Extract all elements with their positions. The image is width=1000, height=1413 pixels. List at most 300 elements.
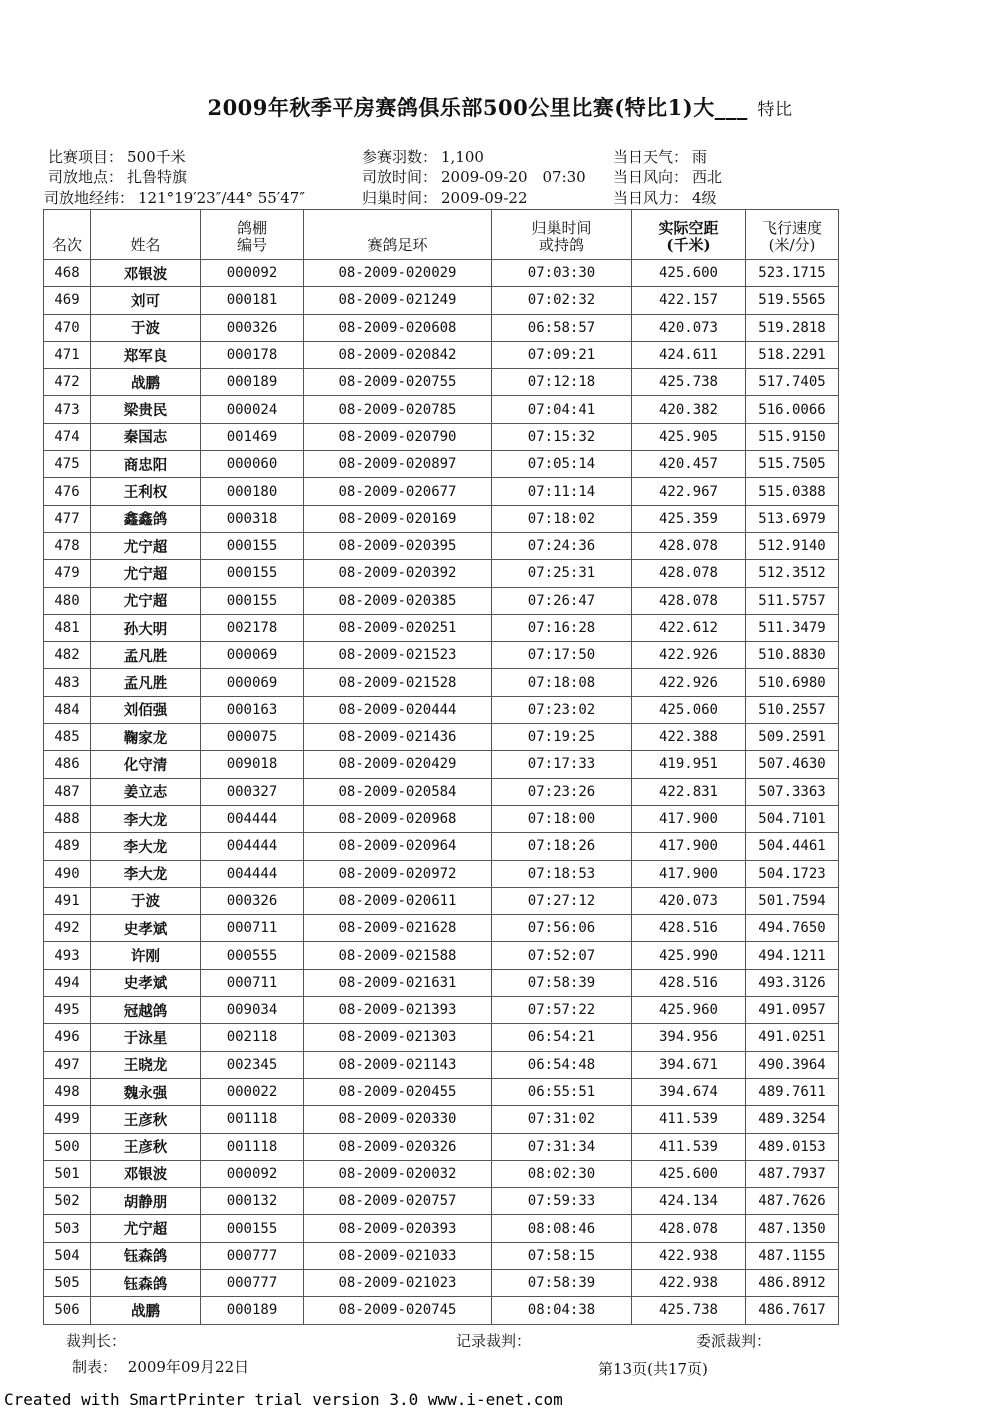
cell-speed: 489.7611	[746, 1078, 839, 1105]
table-row	[44, 423, 839, 450]
cell-ring: 08-2009-020785	[304, 396, 492, 423]
table-row	[44, 1269, 839, 1296]
table-row	[44, 969, 839, 996]
cell-distance: 394.956	[632, 1024, 746, 1051]
cell-rank: 494	[44, 969, 91, 996]
cell-ring: 08-2009-020251	[304, 614, 492, 641]
cell-rank: 500	[44, 1133, 91, 1160]
cell-speed: 487.7937	[746, 1160, 839, 1187]
cell-time: 07:09:21	[492, 341, 632, 368]
info-value: 121°19′23″/44° 55′47″	[138, 189, 305, 207]
cell-ring: 08-2009-020611	[304, 887, 492, 914]
cell-name: 王彦秋	[91, 1106, 201, 1133]
cell-distance: 420.073	[632, 887, 746, 914]
cell-distance: 417.900	[632, 805, 746, 832]
cell-name: 刘佰强	[91, 696, 201, 723]
cell-ring: 08-2009-020392	[304, 560, 492, 587]
cell-name: 孟凡胜	[91, 642, 201, 669]
cell-distance: 394.671	[632, 1051, 746, 1078]
cell-loft: 004444	[201, 833, 304, 860]
cell-speed: 487.1155	[746, 1242, 839, 1269]
info-release-time	[362, 166, 586, 187]
cell-time: 07:18:08	[492, 669, 632, 696]
table-row	[44, 505, 839, 532]
cell-rank: 492	[44, 915, 91, 942]
cell-distance: 417.900	[632, 833, 746, 860]
cell-ring: 08-2009-020455	[304, 1078, 492, 1105]
cell-loft: 000189	[201, 369, 304, 396]
cell-name: 鑫鑫鸽	[91, 505, 201, 532]
table-row	[44, 1024, 839, 1051]
table-row	[44, 1160, 839, 1187]
cell-rank: 491	[44, 887, 91, 914]
cell-rank: 483	[44, 669, 91, 696]
cell-distance: 422.967	[632, 478, 746, 505]
table-row	[44, 669, 839, 696]
cell-name: 邓银波	[91, 1160, 201, 1187]
cell-time: 06:58:57	[492, 314, 632, 341]
cell-ring: 08-2009-020677	[304, 478, 492, 505]
cell-speed: 504.1723	[746, 860, 839, 887]
cell-distance: 411.539	[632, 1133, 746, 1160]
cell-time: 07:04:41	[492, 396, 632, 423]
cell-distance: 420.457	[632, 451, 746, 478]
info-label: 当日风力：	[613, 189, 689, 207]
cell-time: 08:08:46	[492, 1215, 632, 1242]
cell-rank: 485	[44, 724, 91, 751]
table-row	[44, 887, 839, 914]
cell-loft: 000711	[201, 969, 304, 996]
info-value: 雨	[692, 148, 708, 166]
cell-speed: 491.0957	[746, 997, 839, 1024]
cell-speed: 510.8830	[746, 642, 839, 669]
cell-time: 07:25:31	[492, 560, 632, 587]
cell-speed: 512.9140	[746, 532, 839, 559]
cell-name: 郑军良	[91, 341, 201, 368]
table-row	[44, 1215, 839, 1242]
cell-name: 冠越鸽	[91, 997, 201, 1024]
cell-distance: 428.078	[632, 587, 746, 614]
cell-distance: 428.078	[632, 532, 746, 559]
info-wind-direction	[613, 166, 722, 187]
table-row	[44, 751, 839, 778]
cell-loft: 000024	[201, 396, 304, 423]
cell-loft: 000189	[201, 1297, 304, 1324]
table-row	[44, 1106, 839, 1133]
cell-speed: 510.6980	[746, 669, 839, 696]
cell-name: 钰森鸽	[91, 1269, 201, 1296]
cell-ring: 08-2009-020393	[304, 1215, 492, 1242]
table-row	[44, 778, 839, 805]
cell-name: 鞠家龙	[91, 724, 201, 751]
cell-distance: 422.938	[632, 1269, 746, 1296]
table-row	[44, 1133, 839, 1160]
footer-made-label: 制表：	[72, 1358, 118, 1376]
info-label: 当日风向：	[613, 168, 689, 186]
cell-speed: 494.7650	[746, 915, 839, 942]
cell-rank: 506	[44, 1297, 91, 1324]
cell-distance: 428.516	[632, 969, 746, 996]
info-location	[48, 166, 187, 187]
cell-ring: 08-2009-021523	[304, 642, 492, 669]
info-label: 司放地点：	[48, 168, 124, 186]
cell-loft: 000155	[201, 560, 304, 587]
cell-rank: 482	[44, 642, 91, 669]
info-label: 当日天气：	[613, 148, 689, 166]
cell-name: 秦国志	[91, 423, 201, 450]
cell-distance: 424.611	[632, 341, 746, 368]
cell-time: 07:31:02	[492, 1106, 632, 1133]
cell-distance: 422.831	[632, 778, 746, 805]
info-value: 西北	[692, 168, 723, 186]
cell-loft: 004444	[201, 860, 304, 887]
cell-speed: 519.2818	[746, 314, 839, 341]
table-row	[44, 1078, 839, 1105]
table-header-row	[44, 210, 839, 260]
cell-distance: 422.926	[632, 642, 746, 669]
col-loft	[201, 210, 304, 260]
cell-name: 战鹏	[91, 369, 201, 396]
cell-time: 07:03:30	[492, 260, 632, 287]
table-row	[44, 560, 839, 587]
cell-time: 07:17:50	[492, 642, 632, 669]
cell-time: 07:05:14	[492, 451, 632, 478]
col-loft-line2: 编号	[236, 236, 267, 254]
title-suffix: 特比	[757, 100, 793, 120]
cell-speed: 517.7405	[746, 369, 839, 396]
cell-distance: 425.060	[632, 696, 746, 723]
cell-distance: 425.990	[632, 942, 746, 969]
cell-rank: 503	[44, 1215, 91, 1242]
cell-time: 07:18:02	[492, 505, 632, 532]
info-value: 2009-09-20 07:30	[441, 168, 586, 186]
cell-ring: 08-2009-020029	[304, 260, 492, 287]
cell-distance: 428.078	[632, 560, 746, 587]
cell-distance: 420.382	[632, 396, 746, 423]
cell-rank: 486	[44, 751, 91, 778]
table-row	[44, 1297, 839, 1324]
cell-speed: 489.3254	[746, 1106, 839, 1133]
cell-time: 07:18:00	[492, 805, 632, 832]
cell-ring: 08-2009-020385	[304, 587, 492, 614]
cell-name: 刘可	[91, 287, 201, 314]
cell-name: 战鹏	[91, 1297, 201, 1324]
cell-speed: 512.3512	[746, 560, 839, 587]
table-row	[44, 696, 839, 723]
col-speed-line1: 飞行速度	[761, 219, 822, 237]
cell-distance: 419.951	[632, 751, 746, 778]
cell-loft: 002118	[201, 1024, 304, 1051]
cell-time: 08:04:38	[492, 1297, 632, 1324]
cell-distance: 425.960	[632, 997, 746, 1024]
cell-rank: 495	[44, 997, 91, 1024]
cell-rank: 490	[44, 860, 91, 887]
info-value: 2009-09-22	[441, 189, 528, 207]
cell-name: 尤宁超	[91, 560, 201, 587]
cell-loft: 000178	[201, 341, 304, 368]
cell-speed: 486.8912	[746, 1269, 839, 1296]
cell-rank: 474	[44, 423, 91, 450]
cell-speed: 501.7594	[746, 887, 839, 914]
cell-ring: 08-2009-020755	[304, 369, 492, 396]
footer-made-date: 2009年09月22日	[127, 1358, 250, 1376]
footer-made	[72, 1356, 249, 1377]
cell-time: 07:16:28	[492, 614, 632, 641]
watermark-text: Created with SmartPrinter trial version 3.0 www.i-enet.com	[4, 1390, 563, 1409]
info-value: 4级	[692, 189, 717, 207]
table-row	[44, 1242, 839, 1269]
cell-speed: 515.0388	[746, 478, 839, 505]
results-table	[43, 209, 839, 1325]
cell-loft: 001118	[201, 1106, 304, 1133]
cell-distance: 422.157	[632, 287, 746, 314]
cell-name: 许刚	[91, 942, 201, 969]
cell-speed: 494.1211	[746, 942, 839, 969]
table-row	[44, 341, 839, 368]
cell-name: 尤宁超	[91, 587, 201, 614]
cell-ring: 08-2009-021249	[304, 287, 492, 314]
table-row	[44, 942, 839, 969]
cell-loft: 000777	[201, 1269, 304, 1296]
cell-speed: 487.7626	[746, 1188, 839, 1215]
cell-loft: 000092	[201, 260, 304, 287]
table-row	[44, 860, 839, 887]
cell-speed: 518.2291	[746, 341, 839, 368]
info-label: 司放地经纬：	[44, 189, 135, 207]
cell-ring: 08-2009-021588	[304, 942, 492, 969]
cell-name: 孙大明	[91, 614, 201, 641]
cell-time: 07:18:26	[492, 833, 632, 860]
cell-ring: 08-2009-020897	[304, 451, 492, 478]
cell-name: 王晓龙	[91, 1051, 201, 1078]
cell-loft: 009018	[201, 751, 304, 778]
cell-rank: 502	[44, 1188, 91, 1215]
cell-ring: 08-2009-020964	[304, 833, 492, 860]
cell-distance: 422.388	[632, 724, 746, 751]
cell-time: 07:15:32	[492, 423, 632, 450]
cell-loft: 002345	[201, 1051, 304, 1078]
cell-rank: 479	[44, 560, 91, 587]
cell-speed: 507.3363	[746, 778, 839, 805]
cell-rank: 497	[44, 1051, 91, 1078]
cell-rank: 475	[44, 451, 91, 478]
cell-ring: 08-2009-020968	[304, 805, 492, 832]
cell-loft: 001469	[201, 423, 304, 450]
cell-distance: 425.359	[632, 505, 746, 532]
title-text: 2009年秋季平房赛鸽俱乐部500公里比赛(特比1)大	[207, 95, 715, 120]
cell-name: 梁贵民	[91, 396, 201, 423]
cell-ring: 08-2009-020584	[304, 778, 492, 805]
cell-speed: 519.5565	[746, 287, 839, 314]
cell-name: 尤宁超	[91, 1215, 201, 1242]
cell-name: 于波	[91, 887, 201, 914]
cell-distance: 417.900	[632, 860, 746, 887]
cell-ring: 08-2009-020326	[304, 1133, 492, 1160]
cell-distance: 425.600	[632, 260, 746, 287]
cell-rank: 468	[44, 260, 91, 287]
cell-distance: 420.073	[632, 314, 746, 341]
cell-loft: 000155	[201, 532, 304, 559]
cell-ring: 08-2009-021023	[304, 1269, 492, 1296]
cell-ring: 08-2009-020444	[304, 696, 492, 723]
cell-distance: 425.600	[632, 1160, 746, 1187]
cell-name: 于波	[91, 314, 201, 341]
col-time-line2: 或持鸽	[538, 236, 584, 254]
info-return	[362, 187, 528, 208]
col-distance	[632, 210, 746, 260]
cell-time: 07:31:34	[492, 1133, 632, 1160]
cell-speed: 516.0066	[746, 396, 839, 423]
table-row	[44, 314, 839, 341]
cell-ring: 08-2009-020972	[304, 860, 492, 887]
info-value: 扎鲁特旗	[127, 168, 188, 186]
table-body	[44, 260, 839, 1325]
cell-name: 尤宁超	[91, 532, 201, 559]
col-ring: 赛鸽足环	[304, 210, 492, 260]
cell-time: 06:54:21	[492, 1024, 632, 1051]
table-row	[44, 724, 839, 751]
info-weather	[613, 146, 707, 167]
table-row	[44, 587, 839, 614]
cell-distance: 422.612	[632, 614, 746, 641]
table-row	[44, 614, 839, 641]
col-distance-line2: (千米)	[666, 236, 711, 254]
cell-loft: 000163	[201, 696, 304, 723]
cell-rank: 478	[44, 532, 91, 559]
cell-speed: 491.0251	[746, 1024, 839, 1051]
cell-name: 李大龙	[91, 833, 201, 860]
cell-name: 史孝斌	[91, 915, 201, 942]
cell-loft: 001118	[201, 1133, 304, 1160]
info-wind-force	[613, 187, 717, 208]
cell-rank: 505	[44, 1269, 91, 1296]
cell-loft: 000555	[201, 942, 304, 969]
info-value: 1,100	[441, 148, 484, 166]
info-coords	[44, 187, 305, 208]
col-distance-line1: 实际空距	[658, 219, 719, 237]
cell-loft: 000711	[201, 915, 304, 942]
cell-time: 07:27:12	[492, 887, 632, 914]
col-speed-line2: (米/分)	[768, 236, 816, 254]
info-event	[48, 146, 186, 167]
cell-loft: 000069	[201, 642, 304, 669]
cell-ring: 08-2009-020330	[304, 1106, 492, 1133]
cell-time: 07:58:39	[492, 969, 632, 996]
cell-rank: 480	[44, 587, 91, 614]
cell-time: 07:18:53	[492, 860, 632, 887]
cell-loft: 000132	[201, 1188, 304, 1215]
cell-distance: 422.938	[632, 1242, 746, 1269]
cell-rank: 472	[44, 369, 91, 396]
footer-appointed: 委派裁判：	[696, 1332, 772, 1350]
table-row	[44, 833, 839, 860]
footer-recorder: 记录裁判：	[456, 1332, 532, 1350]
cell-distance: 428.516	[632, 915, 746, 942]
cell-rank: 496	[44, 1024, 91, 1051]
cell-rank: 469	[44, 287, 91, 314]
cell-time: 07:58:15	[492, 1242, 632, 1269]
cell-ring: 08-2009-021528	[304, 669, 492, 696]
cell-speed: 515.7505	[746, 451, 839, 478]
cell-name: 魏永强	[91, 1078, 201, 1105]
page-title	[0, 92, 1000, 122]
cell-rank: 471	[44, 341, 91, 368]
cell-rank: 484	[44, 696, 91, 723]
cell-rank: 501	[44, 1160, 91, 1187]
cell-distance: 422.926	[632, 669, 746, 696]
cell-rank: 481	[44, 614, 91, 641]
cell-loft: 000155	[201, 587, 304, 614]
cell-speed: 493.3126	[746, 969, 839, 996]
cell-ring: 08-2009-020169	[304, 505, 492, 532]
cell-ring: 08-2009-021033	[304, 1242, 492, 1269]
cell-ring: 08-2009-021393	[304, 997, 492, 1024]
cell-loft: 000326	[201, 314, 304, 341]
cell-rank: 493	[44, 942, 91, 969]
cell-name: 于泳星	[91, 1024, 201, 1051]
cell-speed: 511.3479	[746, 614, 839, 641]
cell-name: 王利权	[91, 478, 201, 505]
cell-speed: 513.6979	[746, 505, 839, 532]
cell-distance: 425.905	[632, 423, 746, 450]
table-row	[44, 532, 839, 559]
cell-ring: 08-2009-021303	[304, 1024, 492, 1051]
table-row	[44, 997, 839, 1024]
cell-time: 07:12:18	[492, 369, 632, 396]
cell-ring: 08-2009-020790	[304, 423, 492, 450]
cell-time: 07:56:06	[492, 915, 632, 942]
cell-speed: 509.2591	[746, 724, 839, 751]
cell-time: 07:11:14	[492, 478, 632, 505]
info-label: 参赛羽数：	[362, 148, 438, 166]
col-time-line1: 归巢时间	[531, 219, 592, 237]
col-name: 姓名	[91, 210, 201, 260]
cell-speed: 487.1350	[746, 1215, 839, 1242]
cell-loft: 000060	[201, 451, 304, 478]
cell-time: 08:02:30	[492, 1160, 632, 1187]
cell-time: 07:23:02	[492, 696, 632, 723]
cell-loft: 004444	[201, 805, 304, 832]
cell-time: 06:54:48	[492, 1051, 632, 1078]
cell-rank: 477	[44, 505, 91, 532]
cell-loft: 000327	[201, 778, 304, 805]
cell-name: 姜立志	[91, 778, 201, 805]
cell-rank: 488	[44, 805, 91, 832]
cell-rank: 476	[44, 478, 91, 505]
col-time	[492, 210, 632, 260]
title-blank: ___	[714, 95, 748, 120]
cell-ring: 08-2009-020032	[304, 1160, 492, 1187]
cell-ring: 08-2009-020429	[304, 751, 492, 778]
cell-ring: 08-2009-020842	[304, 341, 492, 368]
cell-name: 钰森鸽	[91, 1242, 201, 1269]
cell-time: 07:17:33	[492, 751, 632, 778]
cell-ring: 08-2009-020395	[304, 532, 492, 559]
cell-time: 07:02:32	[492, 287, 632, 314]
cell-time: 07:19:25	[492, 724, 632, 751]
info-label: 归巢时间：	[362, 189, 438, 207]
info-label: 比赛项目：	[48, 148, 124, 166]
cell-loft: 002178	[201, 614, 304, 641]
cell-loft: 000180	[201, 478, 304, 505]
cell-distance: 428.078	[632, 1215, 746, 1242]
cell-speed: 507.4630	[746, 751, 839, 778]
cell-ring: 08-2009-021628	[304, 915, 492, 942]
cell-loft: 000318	[201, 505, 304, 532]
cell-speed: 504.4461	[746, 833, 839, 860]
cell-loft: 000075	[201, 724, 304, 751]
cell-name: 史孝斌	[91, 969, 201, 996]
